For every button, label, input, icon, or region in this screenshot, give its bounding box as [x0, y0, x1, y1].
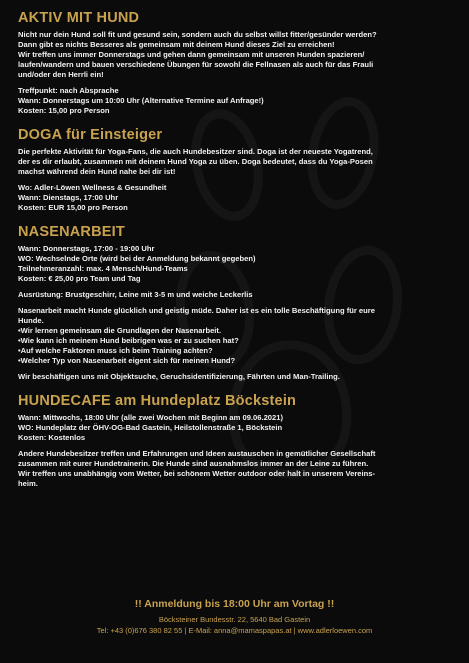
schedule: Wann: Dienstags, 17:00 Uhr — [18, 193, 119, 202]
list-item: • Wir lernen gemeinsam die Grundlagen der Nasenarbeit. — [18, 326, 453, 336]
contact-info: Tel: +43 (0)676 380 82 55 | E-Mail: anna@mamaspapas.at | www.adlerloewen.com — [96, 626, 373, 635]
schedule: Wann: Donnerstags, 17:00 - 19:00 Uhr — [18, 244, 155, 253]
list-item: • Wie kann ich meinem Hund beibrigen was er zu suchen hat? — [18, 336, 453, 346]
section-aktiv-mit-hund — [18, 10, 453, 116]
price: Kosten: Kostenlos — [18, 433, 86, 442]
text-line: Wir treffen uns unabhängig vom Wetter, bei schönem Wetter outdoor oder halt in unserem Vereins- — [18, 469, 376, 478]
address: Böcksteiner Bundesstr. 22, 5640 Bad Gastein — [158, 615, 311, 624]
text-line: Andere Hundebesitzer treffen und Erfahrungen und Ideen austauschen in gemütlicher Gesellschaft — [18, 449, 376, 458]
price: Kosten: 15,00 pro Person — [18, 106, 110, 115]
section-title: AKTIV MIT HUND — [18, 10, 140, 26]
price: Kosten: EUR 15,00 pro Person — [18, 203, 128, 212]
location: WO: Wechselnde Orte (wird bei der Anmeldung bekannt gegeben) — [18, 254, 256, 263]
text-line: Wir treffen uns immer Donnerstags und gehen dann gemeinsam mit unseren Hunden spazieren/ — [18, 50, 365, 59]
section-title: HUNDECAFE am Hundeplatz Böckstein — [18, 393, 297, 409]
topic-list — [18, 326, 453, 366]
text-line: Wir beschäftigen uns mit Objektsuche, Geruchsidentifizierung, Fährten und Man-Trailing. — [18, 372, 340, 381]
text-line: zusammen mit eurer Hundetrainerin. Die Hunde sind ausnahmslos immer an der Leine zu führen. — [18, 459, 369, 468]
text-line: Dann gibt es nichts Besseres als gemeinsam mit deinem Hund dieses Ziel zu erreichen! — [18, 40, 335, 49]
section-title: DOGA für Einsteiger — [18, 127, 163, 143]
section-doga — [18, 127, 453, 213]
text-line: machst während dein Hund nahe bei dir ist! — [18, 167, 176, 176]
text-line: Hunde. — [18, 316, 44, 325]
list-item: • Welcher Typ von Nasenarbeit eigent sich für meinen Hund? — [18, 356, 453, 366]
participants: Teilnehmeranzahl: max. 4 Mensch/Hund-Teams — [18, 264, 188, 273]
location: WO: Hundeplatz der ÖHV-OG-Bad Gastein, Heilstollenstraße 1, Böckstein — [18, 423, 283, 432]
schedule: Wann: Mittwochs, 18:00 Uhr (alle zwei Wochen mit Beginn am 09.06.2021) — [18, 413, 284, 422]
schedule: Wann: Donnerstags um 10:00 Uhr (Alternative Termine auf Anfrage!) — [18, 96, 264, 105]
list-item: • Auf welche Faktoren muss ich beim Training achten? — [18, 346, 453, 356]
text-line: und/oder den Herrli ein! — [18, 70, 104, 79]
price: Kosten: € 25,00 pro Team und Tag — [18, 274, 141, 283]
section-title: NASENARBEIT — [18, 224, 125, 240]
text-line: heim. — [18, 479, 38, 488]
location: Wo: Adler-Löwen Wellness & Gesundheit — [18, 183, 167, 192]
section-hundecafe — [18, 393, 453, 489]
equipment: Ausrüstung: Brustgeschirr, Leine mit 3-5 m und weiche Leckerlis — [18, 290, 253, 299]
text-line: Nicht nur dein Hund soll fit und gesund sein, sondern auch du selbst willst fitter/gesünder werden? — [18, 30, 377, 39]
text-line: der es dir erlaubt, zusammen mit deinem Hund Yoga zu üben. Doga bedeutet, dass du Yoga-Posen — [18, 157, 373, 166]
meeting-point: Treffpunkt: nach Absprache — [18, 86, 119, 95]
text-line: Die perfekte Aktivität für Yoga-Fans, die auch Hundebesitzer sind. Doga ist der neueste Yogatrend, — [18, 147, 373, 156]
text-line: Nasenarbeit macht Hunde glücklich und geistig müde. Daher ist es ein tolle Beschäftigung für eure — [18, 306, 375, 315]
section-nasenarbeit — [18, 224, 453, 382]
text-line: laufen/wandern und bauen verschiedene Übungen für sowohl die Fellnasen als auch für das Frauli — [18, 60, 374, 69]
footer — [0, 598, 469, 636]
registration-notice: !! Anmeldung bis 18:00 Uhr am Vortag !! — [134, 598, 335, 610]
